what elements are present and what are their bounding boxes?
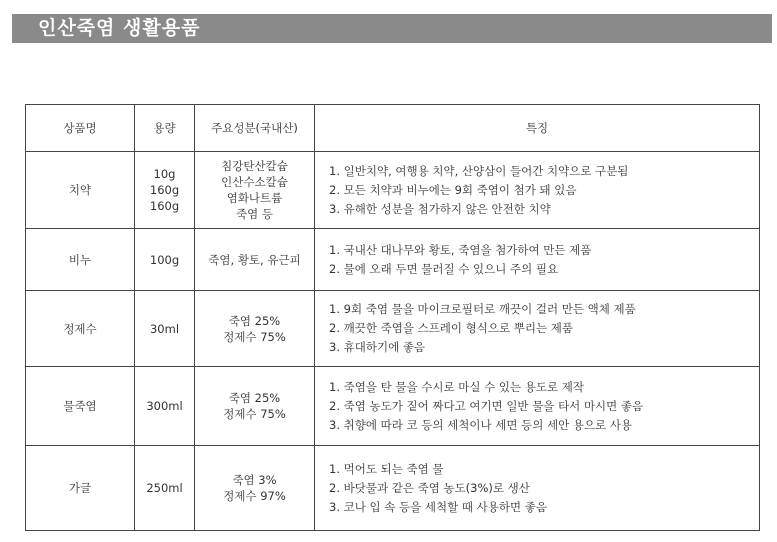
ingredients-cell (195, 367, 315, 446)
page-title: 인산죽염 생활용품 (38, 17, 201, 39)
header-ingredients: 주요성분(국내산) (195, 105, 315, 152)
capacity-value: 250ml (146, 481, 183, 495)
table-row (26, 291, 760, 367)
ingredient-line: 죽염 3% (232, 473, 277, 487)
feature-line: 3. 유해한 성분을 첨가하지 않은 안전한 치약 (329, 201, 551, 216)
features-cell (315, 291, 760, 367)
table-header-row (26, 105, 760, 152)
capacity-value: 160g (149, 199, 180, 213)
feature-line: 1. 국내산 대나무와 황토, 죽염을 첨가하여 만든 제품 (329, 242, 592, 257)
feature-line: 3. 코나 입 속 등을 세척할 때 사용하면 좋음 (329, 499, 547, 514)
feature-line: 1. 9회 죽염 물을 마이크로필터로 깨끗이 걸러 만든 액체 제품 (329, 302, 636, 316)
feature-line: 3. 취향에 따라 코 등의 세척이나 세면 등의 세안 용으로 사용 (329, 417, 633, 432)
product-name: 치약 (26, 152, 135, 229)
feature-line: 1. 죽염을 탄 물을 수시로 마실 수 있는 용도로 제작 (329, 379, 584, 394)
header-capacity: 용량 (135, 105, 195, 152)
product-name: 정제수 (26, 291, 135, 367)
ingredient-line: 죽염 등 (236, 207, 273, 221)
table-row (26, 446, 760, 531)
capacity-value: 160g (149, 183, 180, 197)
capacity-cell (135, 367, 195, 446)
features-cell (315, 152, 760, 229)
ingredient-line: 인산수소칼슘 (221, 175, 288, 189)
feature-line: 2. 깨끗한 죽염을 스프레이 형식으로 뿌리는 제품 (329, 321, 573, 335)
feature-line: 1. 먹어도 되는 죽염 물 (329, 461, 444, 476)
feature-line: 2. 물에 오래 두면 물러질 수 있으니 주의 필요 (329, 261, 559, 276)
ingredients-cell (195, 446, 315, 531)
title-bar (12, 14, 772, 43)
table-row (26, 229, 760, 291)
ingredient-line: 죽염 25% (228, 391, 281, 405)
capacity-value: 100g (149, 252, 180, 267)
ingredients-cell (195, 229, 315, 291)
ingredient-line: 정제수 75% (223, 407, 286, 421)
ingredient-line: 침강탄산칼슘 (221, 159, 288, 173)
product-name: 물죽염 (26, 367, 135, 446)
ingredient-line: 죽염, 황토, 유근피 (208, 252, 301, 267)
product-name: 가글 (26, 446, 135, 531)
feature-line: 2. 죽염 농도가 짙어 짜다고 여기면 일반 물을 타서 마시면 좋음 (329, 398, 644, 413)
capacity-cell (135, 229, 195, 291)
product-name: 비누 (26, 229, 135, 291)
capacity-cell (135, 152, 195, 229)
feature-line: 2. 바닷물과 같은 죽염 농도(3%)로 생산 (329, 480, 530, 495)
ingredient-line: 염화나트륨 (226, 191, 283, 205)
features-cell (315, 229, 760, 291)
capacity-value: 300ml (146, 399, 183, 413)
capacity-value: 30ml (149, 321, 180, 336)
table-row (26, 152, 760, 229)
feature-line: 3. 휴대하기에 좋음 (329, 340, 426, 354)
header-product-name: 상품명 (26, 105, 135, 152)
capacity-value: 10g (153, 167, 176, 181)
features-cell (315, 446, 760, 531)
ingredient-line: 정제수 75% (223, 329, 286, 344)
table-row (26, 367, 760, 446)
product-table (25, 104, 760, 531)
ingredient-line: 죽염 25% (228, 313, 281, 328)
header-features: 특징 (315, 105, 760, 152)
capacity-cell (135, 446, 195, 531)
feature-line: 2. 모든 치약과 비누에는 9회 죽염이 첨가 돼 있음 (329, 182, 577, 197)
ingredient-line: 정제수 97% (223, 489, 286, 503)
ingredients-cell (195, 152, 315, 229)
feature-line: 1. 일반치약, 여행용 치약, 산양삼이 들어간 치약으로 구분됨 (329, 163, 629, 178)
ingredients-cell (195, 291, 315, 367)
capacity-cell (135, 291, 195, 367)
features-cell (315, 367, 760, 446)
